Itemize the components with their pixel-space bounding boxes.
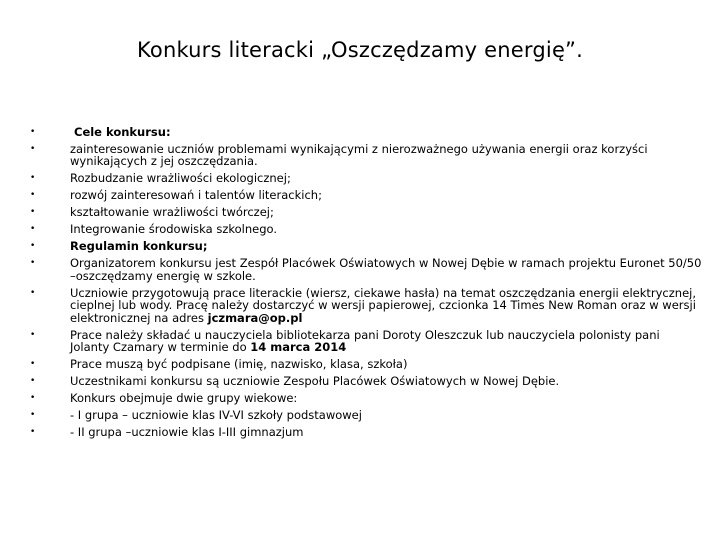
bullet-icon: •	[30, 144, 36, 154]
list-item	[30, 358, 702, 370]
list-item	[30, 375, 702, 387]
list-item	[30, 143, 702, 168]
list-item-text: - II grupa –uczniowie klas I-III gimnazjum	[70, 425, 304, 440]
list-item-text: Organizatorem konkursu jest Zespół Placówek Oświatowych w Nowej Dębie w ramach projektu Euronet 50/50 –oszczędzamy energię w szkole.	[70, 256, 702, 283]
bullet-icon: •	[30, 287, 36, 298]
bullet-icon: •	[30, 427, 36, 438]
list-item-text: rozwój zainteresowań i talentów literackich;	[70, 188, 322, 203]
bullet-icon: •	[30, 410, 36, 421]
list-item-text: Konkurs obejmuje dwie grupy wiekowe:	[70, 391, 298, 406]
list-item	[30, 189, 702, 201]
list-item	[30, 392, 702, 404]
list-item-text: Prace należy składać u nauczyciela bibliotekarza pani Doroty Oleszczuk lub nauczyciela polonisty pani Jolanty Czamary w terminie do	[70, 327, 660, 355]
bullet-list	[30, 126, 702, 443]
section-heading-goals: Cele konkursu:	[74, 125, 171, 139]
bullet-icon: •	[30, 258, 36, 269]
list-item	[30, 287, 702, 324]
deadline-date: 14 marca 2014	[250, 340, 347, 355]
bullet-icon: •	[30, 190, 36, 201]
list-item-text: - I grupa – uczniowie klas IV-VI szkoły podstawowej	[70, 408, 362, 423]
bullet-icon: •	[30, 127, 36, 137]
list-item	[30, 223, 702, 235]
list-item-text: kształtowanie wrażliwości twórczej;	[70, 205, 274, 220]
bullet-icon: •	[30, 376, 36, 387]
list-item-text: zainteresowanie uczniów problemami wynikającymi z nierozważnego używania energii oraz korzyści wynikających z jej oszczędzania.	[70, 142, 648, 169]
slide-title: Konkurs literacki „Oszczędzamy energię”.	[136, 38, 584, 62]
bullet-icon: •	[30, 329, 36, 340]
list-item	[30, 257, 702, 282]
section-heading-rules: Regulamin konkursu;	[70, 239, 208, 254]
list-item	[30, 409, 702, 421]
list-item	[30, 126, 702, 138]
bullet-icon: •	[30, 393, 36, 404]
list-item	[30, 329, 702, 354]
list-item-text: Rozbudzanie wrażliwości ekologicznej;	[70, 171, 291, 186]
bullet-icon: •	[30, 207, 36, 218]
list-item-text: Uczestnikami konkursu są uczniowie Zespołu Placówek Oświatowych w Nowej Dębie.	[70, 374, 560, 389]
list-item	[30, 426, 702, 438]
list-item	[30, 240, 702, 252]
list-item	[30, 206, 702, 218]
bullet-icon: •	[30, 359, 36, 370]
email-address: jczmara@op.pl	[207, 310, 303, 325]
bullet-icon: •	[30, 173, 36, 184]
list-item-text: Integrowanie środowiska szkolnego.	[70, 222, 277, 237]
list-item-text: Uczniowie przygotowują prace literackie (wiersz, ciekawe hasła) na temat oszczędzania energii elektrycznej, cieplnej lub wody. Pracę należy dostarczyć w wersji papierowej, czcionka 14 Times New Roman oraz w wersji elektronicznej na adres	[70, 285, 696, 325]
list-item-text: Prace muszą być podpisane (imię, nazwisko, klasa, szkoła)	[70, 357, 408, 372]
bullet-icon: •	[30, 241, 36, 252]
bullet-icon: •	[30, 224, 36, 235]
list-item	[30, 172, 702, 184]
